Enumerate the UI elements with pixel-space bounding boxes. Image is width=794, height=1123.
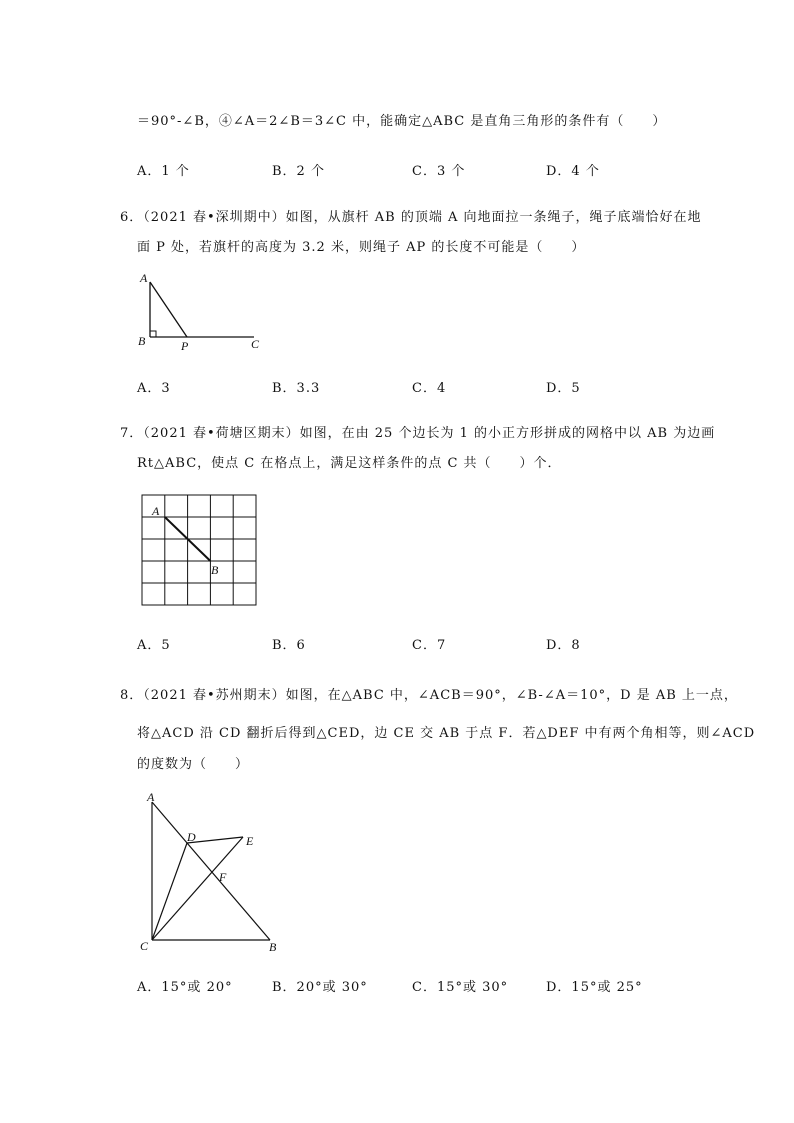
label-c: C <box>251 337 260 351</box>
q8-option-d: D．15°或 25° <box>546 980 643 995</box>
q5-option-d: D．4 个 <box>546 164 600 179</box>
label-e: E <box>246 834 254 848</box>
label-a: A <box>147 790 155 804</box>
q8-stem-line2: 将△ACD 沿 CD 翻折后得到△CED，边 CE 交 AB 于点 F．若△DEF 中有两个角相等，则∠ACD <box>137 726 756 741</box>
segment-ce <box>152 837 243 940</box>
rope-ap <box>150 282 187 337</box>
label-b: B <box>138 334 146 348</box>
label-f: F <box>219 870 227 884</box>
q6-option-d: D．5 <box>546 381 581 396</box>
label-a: A <box>152 504 160 518</box>
right-angle-mark <box>150 331 156 337</box>
q8-figure <box>136 790 286 955</box>
q6-stem-line1: 6．（2021 春•深圳期中）如图，从旗杆 AB 的顶端 A 向地面拉一条绳子，绳子底端恰好在地 <box>120 210 702 225</box>
q5-option-a: A．1 个 <box>137 164 190 179</box>
q5-stem-tail: ＝90°-∠B，④∠A＝2∠B＝3∠C 中，能确定△ABC 是直角三角形的条件有（ ） <box>137 114 667 129</box>
q7-option-b: B．6 <box>272 638 306 653</box>
q5-option-b: B．2 个 <box>272 164 325 179</box>
q7-option-d: D．8 <box>546 638 581 653</box>
label-p: P <box>181 339 189 353</box>
q6-option-b: B．3.3 <box>272 381 321 396</box>
q8-option-c: C．15°或 30° <box>412 980 509 995</box>
label-c: C <box>140 939 149 953</box>
q8-stem-line1: 8．（2021 春•苏州期末）如图，在△ABC 中，∠ACB＝90°，∠B-∠A＝10°，D 是 AB 上一点， <box>120 688 738 703</box>
q6-figure <box>130 270 270 360</box>
q5-option-c: C．3 个 <box>412 164 466 179</box>
q7-option-a: A．5 <box>137 638 171 653</box>
q7-option-c: C．7 <box>412 638 447 653</box>
q6-option-a: A．3 <box>137 381 171 396</box>
label-b: B <box>211 563 219 577</box>
segment-cd <box>152 843 187 940</box>
q6-option-c: C．4 <box>412 381 447 396</box>
q8-stem-line3: 的度数为（ ） <box>137 757 250 772</box>
label-b: B <box>269 940 277 954</box>
q7-stem-line2: Rt△ABC，使点 C 在格点上，满足这样条件的点 C 共（ ）个． <box>137 456 562 471</box>
q8-option-a: A．15°或 20° <box>137 980 233 995</box>
q6-stem-line2: 面 P 处，若旗杆的高度为 3.2 米，则绳子 AP 的长度不可能是（ ） <box>137 240 586 255</box>
label-d: D <box>187 830 196 844</box>
q8-option-b: B．20°或 30° <box>272 980 368 995</box>
q7-stem-line1: 7．（2021 春•荷塘区期末）如图，在由 25 个边长为 1 的小正方形拼成的网格中以 AB 为边画 <box>120 426 716 441</box>
label-a: A <box>140 271 148 285</box>
q7-grid-figure <box>141 494 261 608</box>
